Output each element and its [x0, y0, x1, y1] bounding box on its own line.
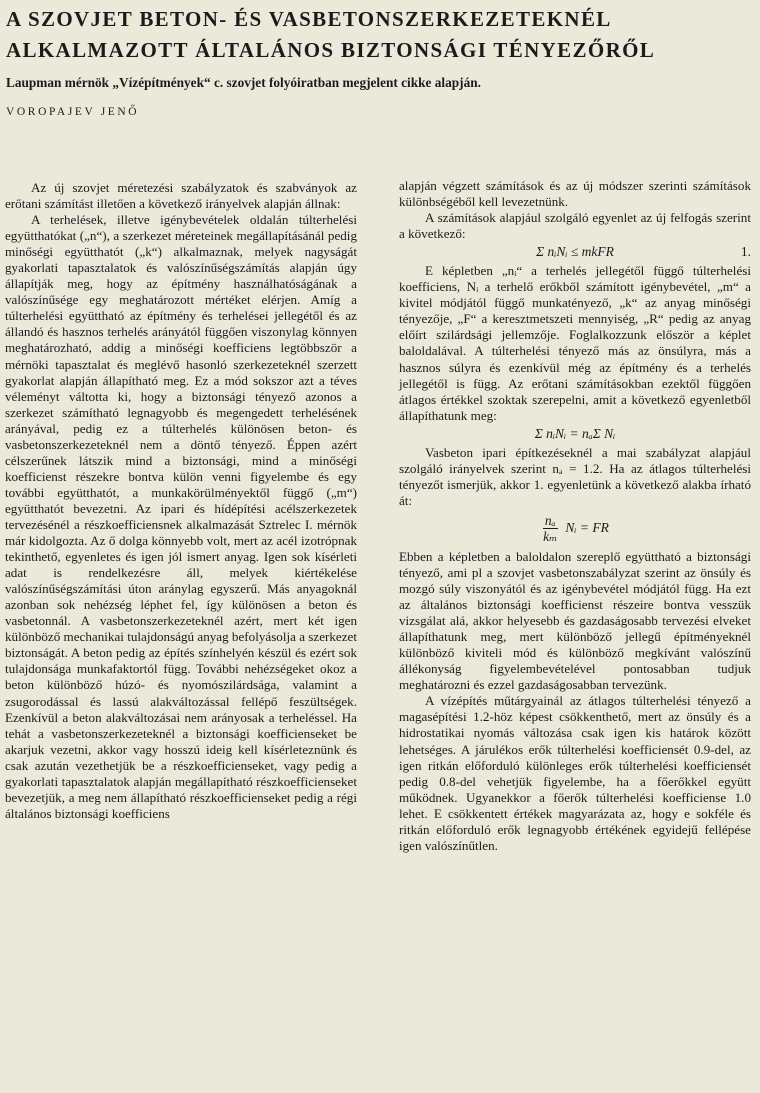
equation-1 — [399, 244, 751, 260]
equation-3 — [399, 513, 751, 544]
article-subtitle: Laupman mérnök „Vízépítmények“ c. szovjet folyóiratban megjelent cikke alapján. — [6, 75, 481, 90]
paragraph: A terhelések, illetve igénybevételek oldalán túlterhelési együtthatókat („n“), a szerkezet méreteinek megállapításánál pedig minőségi együtthatót („k“) alkalmaznak, melyek nagyságát gyakorlati tapasztalatok és valószínűségszámítás alapján úgy állapítják meg, hogy az építmény használhatóságának a valószínűsége egy meghatározott mértéket elérjen. Amíg a túlterhelési együttható az építmény és terhelései jellegétől és az állandó és hasznos terhelés arányától függően viszonylag könnyen meghatározható, addig a minőségi koefficiens legtöbbször a mérnöki tapasztalat és meglévő hasonló szerkezeteknél szerzett gyakorlat alapján állapítható meg. Ez a mód sokszor azt a téves véleményt váltotta ki, hogy a biztonsági tényező azonos a szerkezet számítható legnagyobb és megengedett terhelésének arányával, pedig ez a túlterhelés különösen beton- és vasbetonszerkezeteknél nem a döntő tényező. Éppen azért célszerűnek látszik mind a biztonsági, mind a minőségi koefficienst részekre bontva külön venni figyelembe és egy további együtthatót, a munkakörülményektől függő („m“) együtthatót bevezetni. Az ipari és hídépítési acélszerkezetek tervezésénél a részkoefficiensnek alkalmazását Sztrelec I. mérnök már kidolgozta. Az ő dolga könnyebb volt, mert az acél izotrópnak tekinthető, egyenletes és igen jól ismert anyag. Igen sok kísérleti adat is rendelkezésre áll, melyek kiértékelése valószínűségszámítási úton aránylag egyszerű. Más anyagoknál azonban sok nehézség léphet fel, így különösen a beton és vasbetonnál. A vasbetonszerkezeteknél azért, mert két igen különböző mechanikai tulajdonságú anyag befolyásolja a szerkezet biztonságát. A beton pedig az építés színhelyén készül és ezért sok tulajdonsága munkafaktortól függ. További nehézségeket okoz a beton különböző húzó- és nyomószilárdsága, valamint a zsugorodással és lassú alakváltozással fellépő feszültségek. Ezenkívül a beton alakváltozásai nem arányosak a terheléssel. Ha tehát a vasbetonszerkezeteknél a biztonsági koefficienseket be akarjuk vezetni, akkor vagy hosszú ideig kell kísérleteznünk és csak azután vezethetjük be a részkoefficienseket, vagy pedig a gyakorlati tapasztalatok alapján megállapítható részkoefficienseket bevezetjük, a meg nem állapítható részkoefficienseket pedig a régi általános biztonsági koefficiens — [5, 212, 357, 821]
paragraph: A számítások alapjául szolgáló egyenlet az új felfogás szerint a következő: — [399, 210, 751, 242]
article-author: VOROPAJEV JENŐ — [6, 106, 140, 118]
left-column — [5, 180, 357, 822]
paragraph: alapján végzett számítások és az új módszer szerinti számítások különbségéből kell levezetnünk. — [399, 178, 751, 210]
right-column — [399, 178, 751, 854]
paragraph: Az új szovjet méretezési szabályzatok és szabványok az erőtani számítást illetően a következő irányelvek alapján állnak: — [5, 180, 357, 212]
paragraph: A vízépítés műtárgyainál az átlagos túlterhelési tényező a magasépítési 1.2-höz képest csökkenthető, mert az önsúly és a hidrostatikai nyomás változása csak igen kis határok között lehetséges. A járulékos erők túlterhelési koefficiensét 0.9-del, az igen ritkán előforduló különleges erők túlterhelési koefficiensét pedig 0.8-del vehetjük figyelembe, ha a főerőkkel együtt működnek. Ugyanekkor a főerők túlterhelési koefficiense 1.0 lehet. E csökkentett értékek magyarázata az, hogy e sokféle és ritkán előforduló erők legnagyobb értékének egyidejű fellépése igen valószínűtlen. — [399, 693, 751, 853]
equation-1-number: 1. — [740, 244, 751, 260]
equation-2 — [399, 426, 751, 442]
article-title: A SZOVJET BETON- ÉS VASBETONSZERKEZETEKNÉL ALKALMAZOTT ÁLTALÁNOS BIZTONSÁGI TÉNYEZŐRŐL — [6, 7, 656, 62]
equation-3-fraction — [541, 513, 559, 544]
equation-2-body: Σ nᵢNᵢ = nₐΣ Nᵢ — [534, 425, 616, 441]
fraction-numerator: nₐ — [544, 512, 556, 528]
paragraph: Ebben a képletben a baloldalon szereplő együttható a biztonsági tényező, ami pl a szovjet vasbetonszabályzat szerint az önsúly és mozgó súly viszonyától és az igénybevétel módjától függ. Ha ezt az általános biztonsági koefficienst részeire bontva vesszük vizsgálat alá, akkor helyesebb és gazdaságosabb tervezési elveket állapíthatunk meg, mert különböző jellegű építményeknél különböző kiviteli mód és különböző megkívánt valószínű állékonyság figyelembevételével pontosabban tudjuk meghatározni és ezzel gazdaságosabban tervezünk. — [399, 548, 751, 693]
fraction-denominator: kₘ — [543, 528, 558, 544]
equation-3-rest: Nᵢ = FR — [565, 520, 609, 536]
paragraph: Vasbeton ipari építkezéseknél a mai szabályzat alapjául szolgáló irányelvek szerint nₐ = 1.2. Ha az átlagos túlterhelési tényezőt ismerjük, akkor 1. egyenletünk a következő alakba írható át: — [399, 444, 751, 508]
equation-1-body: Σ nᵢNᵢ ≤ mkFR — [536, 244, 614, 260]
paragraph: E képletben „nᵢ“ a terhelés jellegétől függő túlterhelési koefficiens, Nᵢ a terhelő erőkből számított igénybevétel, „m“ a kivitel módjától függő munkatényező, „k“ az anyag minőségi tényezője, „F“ a keresztmetszeti mennyiség, „R“ pedig az anyag előírt szilárdsági jellemzője. Foglalkozzunk először a képlet baloldalával. A túlterhelési tényező más az önsúlyra, más a hasznos súlyra és ezenkívül még az építmény és a terhelés jellegétől is függ. Az erőtani számításokban ezektől függően átlagos értékkel szoktak szerepelni, amit a következő egyenletből állapíthatunk meg: — [399, 263, 751, 423]
